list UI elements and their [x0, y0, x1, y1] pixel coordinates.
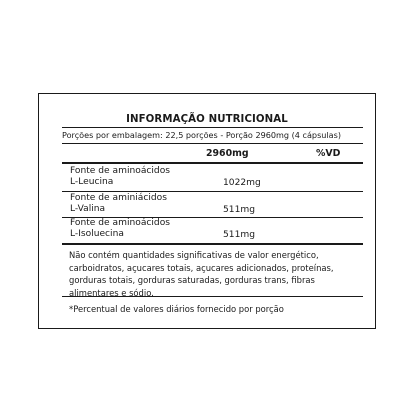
- amount-header: 2960mg: [206, 148, 249, 159]
- panel-title: INFORMAÇÃO NUTRICIONAL: [126, 114, 288, 125]
- row-1-amount: 1022mg: [223, 178, 261, 188]
- serving-info: Porções por embalagem: 22,5 porções - Porção 2960mg (4 cápsulas): [62, 130, 342, 140]
- row-2-amount: 511mg: [223, 205, 255, 215]
- vd-header: %VD: [316, 148, 341, 159]
- row-3-line-1: Fonte de aminoácidos: [70, 218, 170, 228]
- divider: [62, 191, 363, 192]
- row-2-line-2: L-Valina: [70, 204, 106, 214]
- divider: [62, 296, 363, 297]
- nutrients-note: Não contém quantidades significativas de valor energético, carboidratos, açucares totais, açucares adicionados, proteínas, gorduras totais, gorduras saturadas, gorduras trans, fibras alimentares e sódio.: [69, 250, 334, 298]
- row-3-amount: 511mg: [223, 230, 255, 240]
- thick-divider: [62, 243, 363, 245]
- row-1-line-1: Fonte de aminoácidos: [70, 166, 170, 176]
- nutrition-facts-panel: [38, 93, 376, 329]
- divider: [62, 127, 363, 128]
- row-2-line-1: Fonte de aminiácidos: [70, 193, 167, 203]
- footnote: *Percentual de valores diários fornecido por porção: [69, 304, 284, 314]
- row-1-line-2: L-Leucina: [70, 177, 114, 187]
- row-3-line-2: L-Isoluecina: [70, 229, 124, 239]
- thick-divider: [62, 162, 363, 164]
- divider: [62, 143, 363, 144]
